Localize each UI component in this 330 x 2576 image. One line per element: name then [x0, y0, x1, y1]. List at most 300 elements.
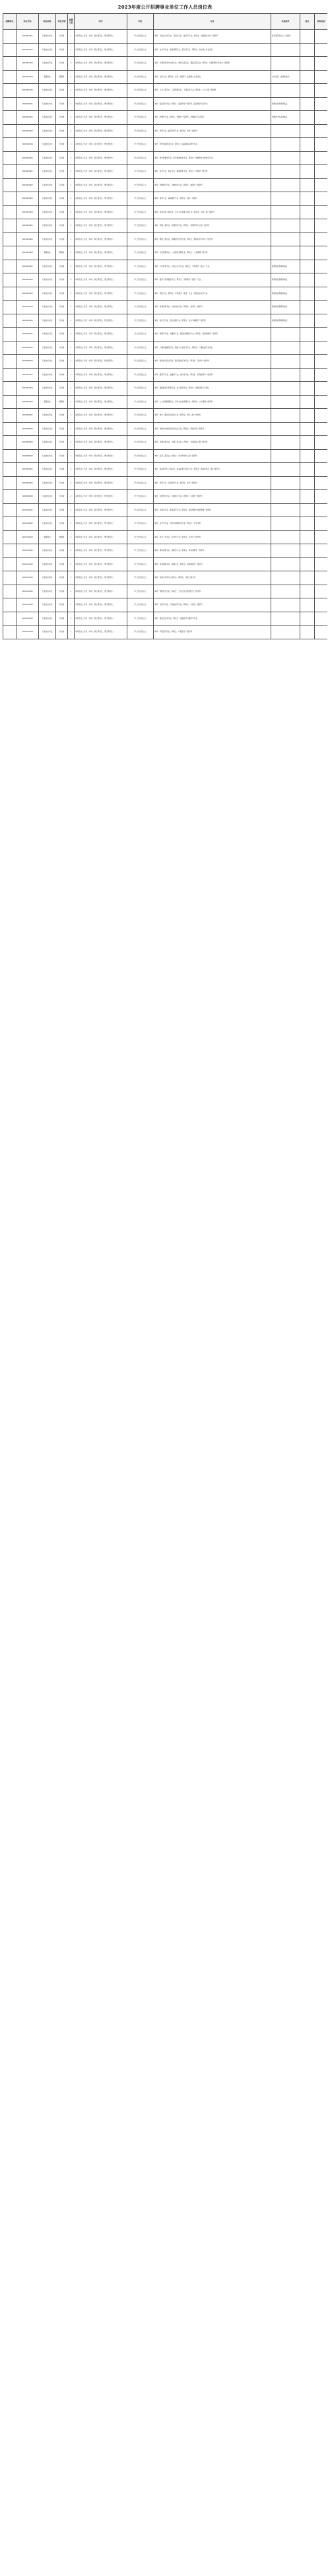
table-cell — [300, 355, 315, 369]
table-row — [3, 490, 328, 504]
table-cell — [300, 233, 315, 246]
table-cell — [3, 557, 16, 571]
column-header: 学历 — [75, 14, 127, 30]
table-cell: 2023005001 — [16, 260, 39, 273]
table-cell: 专业技术岗位 — [39, 314, 56, 328]
table-cell: 本科：土木工程专业、工程管理专业、工程造价专业；研究生：土木工程一级学科 — [154, 84, 271, 98]
table-cell: 本科及以上学历（本科、硕士研究生、博士研究生） — [75, 97, 127, 111]
table-cell: 2023008001 — [16, 409, 39, 423]
table-cell: 学士学位及以上 — [127, 382, 154, 396]
table-cell: 学士学位及以上 — [127, 246, 154, 260]
table-cell: 专技岗 — [56, 355, 68, 369]
table-cell — [300, 409, 315, 423]
table-cell: 本科：风景园林专业、园林专业；研究生：风景园林学一级学科 — [154, 557, 271, 571]
table-cell: 2023011003 — [16, 571, 39, 585]
table-cell: 学士学位及以上 — [127, 301, 154, 314]
table-cell: 1 — [68, 395, 75, 409]
table-cell: 1 — [68, 341, 75, 355]
table-cell: 专业技术岗位 — [39, 43, 56, 57]
table-cell: 本科：食品科学与工程专业、食品质量与安全专业；研究生：食品科学与工程一级学科 — [154, 463, 271, 477]
table-cell: 本科：安全工程专业；研究生：安全科学与工程一级学科 — [154, 449, 271, 463]
table-cell — [300, 503, 315, 517]
table-header-row — [3, 14, 328, 30]
table-cell: 本科：人力资源管理专业、劳动与社会保障专业；研究生：公共管理一级学科 — [154, 395, 271, 409]
table-cell — [271, 626, 300, 639]
table-cell — [3, 57, 16, 71]
table-cell: 本科：法学专业；研究生：法学一级学科、法律硕士专业学位 — [154, 70, 271, 84]
table-cell: 专技岗 — [56, 138, 68, 152]
table-cell: 专业技术岗位 — [39, 124, 56, 138]
table-cell: 本科：经济学专业、金融学专业、统计学专业；研究生：应用经济学一级学科 — [154, 368, 271, 382]
table-cell: 本科：测绘工程专业、地理信息科学专业；研究生：测绘科学与技术一级学科 — [154, 233, 271, 246]
table-cell: 本科及以上学历（本科、硕士研究生、博士研究生） — [75, 192, 127, 206]
table-cell — [300, 97, 315, 111]
table-cell: 学士学位及以上 — [127, 626, 154, 639]
table-cell: 1 — [68, 97, 75, 111]
table-cell: 本科：中医学专业、针灸推拿学专业；研究生：中医学一级学科 — [154, 598, 271, 612]
table-cell: 1 — [68, 571, 75, 585]
table-cell: 专业技术岗位 — [39, 463, 56, 477]
table-cell — [300, 260, 315, 273]
table-cell: 专技岗 — [56, 449, 68, 463]
table-row — [3, 246, 328, 260]
table-cell: 本科及以上学历（本科、硕士研究生、博士研究生） — [75, 341, 127, 355]
table-cell — [315, 503, 328, 517]
table-cell — [3, 598, 16, 612]
table-cell — [271, 544, 300, 558]
table-cell — [315, 612, 328, 626]
table-cell — [300, 612, 315, 626]
table-cell: 专技岗 — [56, 517, 68, 531]
table-cell — [315, 151, 328, 165]
table-cell: 专业技术岗位 — [39, 219, 56, 233]
table-row — [3, 395, 328, 409]
table-cell: 1 — [68, 449, 75, 463]
table-cell: 管理岗位 — [39, 246, 56, 260]
table-cell — [300, 544, 315, 558]
table-cell: 学士学位及以上 — [127, 571, 154, 585]
table-cell — [271, 490, 300, 504]
table-cell — [300, 57, 315, 71]
table-cell: 专技岗 — [56, 436, 68, 450]
table-cell: 1 — [68, 544, 75, 558]
table-cell: 本科及以上学历（本科、硕士研究生、博士研究生） — [75, 246, 127, 260]
table-cell: 学士学位及以上 — [127, 260, 154, 273]
table-cell: 专技岗 — [56, 503, 68, 517]
table-cell — [300, 273, 315, 287]
table-row — [3, 30, 328, 44]
table-cell: 本科及以上学历（本科、硕士研究生、博士研究生） — [75, 178, 127, 192]
table-cell: 专业技术岗位 — [39, 503, 56, 517]
table-row — [3, 124, 328, 138]
table-cell — [315, 57, 328, 71]
table-cell — [271, 530, 300, 544]
table-cell — [3, 219, 16, 233]
table-cell: 2023004003 — [16, 246, 39, 260]
table-cell: 1 — [68, 205, 75, 219]
table-cell: 本科：计算机科学与技术专业、软件工程专业、网络工程专业；研究生：计算机科学与技术一级学科 — [154, 57, 271, 71]
table-cell — [3, 97, 16, 111]
table-cell: 本科及以上学历（本科、硕士研究生、博士研究生） — [75, 557, 127, 571]
table-cell: 本科及以上学历（本科、硕士研究生、博士研究生） — [75, 626, 127, 639]
table-cell: 管理岗 — [56, 530, 68, 544]
table-cell: 本科及以上学历（本科、硕士研究生、博士研究生） — [75, 517, 127, 531]
table-row — [3, 138, 328, 152]
table-cell — [300, 571, 315, 585]
table-row — [3, 476, 328, 490]
table-row — [3, 219, 328, 233]
table-cell: 2023002002 — [16, 111, 39, 125]
table-cell — [300, 151, 315, 165]
table-cell: 2023011001 — [16, 544, 39, 558]
table-cell — [300, 301, 315, 314]
table-cell — [271, 165, 300, 179]
table-cell: 本科：汉语言文学专业、汉语言专业、秘书学专业；研究生：中国语言文学一级学科 — [154, 30, 271, 44]
table-cell: 1 — [68, 30, 75, 44]
table-row — [3, 355, 328, 369]
table-cell: 本科及以上学历（本科、硕士研究生、博士研究生） — [75, 409, 127, 423]
table-cell — [300, 165, 315, 179]
table-cell: 1 — [68, 165, 75, 179]
table-cell: 本科及以上学历（本科、硕士研究生、博士研究生） — [75, 287, 127, 301]
table-cell — [315, 43, 328, 57]
table-cell: 本科及以上学历（本科、硕士研究生、博士研究生） — [75, 233, 127, 246]
table-cell — [271, 355, 300, 369]
table-cell: 本科及以上学历（本科、硕士研究生、博士研究生） — [75, 530, 127, 544]
table-cell: 本科及以上学历（本科、硕士研究生、博士研究生） — [75, 301, 127, 314]
table-cell — [271, 449, 300, 463]
table-cell: 取得执业医师资格证 — [271, 97, 300, 111]
table-cell: 取得相应教师资格证 — [271, 260, 300, 273]
table-cell: 本科：给排水科学与工程专业；研究生：市政工程专业 — [154, 571, 271, 585]
table-cell — [300, 178, 315, 192]
table-cell — [271, 585, 300, 598]
table-cell: 学士学位及以上 — [127, 355, 154, 369]
table-cell: 1 — [68, 557, 75, 571]
table-cell: 2023008004 — [16, 449, 39, 463]
table-cell: 1 — [68, 124, 75, 138]
table-cell: 本科及以上学历（本科、硕士研究生、博士研究生） — [75, 571, 127, 585]
table-cell: 本科：口腔医学专业；研究生：口腔医学一级学科 — [154, 626, 271, 639]
table-cell: 本科及以上学历（本科、硕士研究生、博士研究生） — [75, 422, 127, 436]
table-cell: 学士学位及以上 — [127, 287, 154, 301]
table-cell — [271, 151, 300, 165]
table-cell: 管理岗 — [56, 246, 68, 260]
table-cell — [271, 382, 300, 396]
table-cell: 学士学位及以上 — [127, 463, 154, 477]
table-cell — [3, 260, 16, 273]
table-cell — [315, 70, 328, 84]
table-cell: 专技岗 — [56, 557, 68, 571]
table-cell: 本科：英语专业；研究生：学科教学（英语）专业、英语语言文学专业 — [154, 287, 271, 301]
table-cell: 本科及以上学历（本科、硕士研究生、博士研究生） — [75, 57, 127, 71]
table-cell: 本科及以上学历（本科、硕士研究生、博士研究生） — [75, 151, 127, 165]
table-cell: 2023008003 — [16, 436, 39, 450]
table-cell — [300, 557, 315, 571]
table-cell: 专业技术岗位 — [39, 368, 56, 382]
table-cell: 学士学位及以上 — [127, 395, 154, 409]
table-cell: 2023009003 — [16, 490, 39, 504]
table-cell: 专技岗 — [56, 301, 68, 314]
table-cell: 专业技术岗位 — [39, 382, 56, 396]
table-cell: 专技岗 — [56, 585, 68, 598]
table-cell: 本科及以上学历（本科、硕士研究生、博士研究生） — [75, 382, 127, 396]
table-cell — [271, 368, 300, 382]
table-cell — [300, 463, 315, 477]
table-cell — [300, 626, 315, 639]
table-cell — [315, 436, 328, 450]
table-cell — [3, 544, 16, 558]
table-cell — [315, 463, 328, 477]
table-cell: 专业技术岗位 — [39, 557, 56, 571]
table-cell: 2023012002 — [16, 598, 39, 612]
table-cell: 专业技术岗位 — [39, 476, 56, 490]
table-cell: 专业技术岗位 — [39, 97, 56, 111]
table-cell: 1 — [68, 612, 75, 626]
table-cell: 1 — [68, 178, 75, 192]
table-cell — [315, 178, 328, 192]
table-row — [3, 463, 328, 477]
table-cell — [3, 328, 16, 341]
table-cell — [3, 463, 16, 477]
table-cell: 学士学位及以上 — [127, 30, 154, 44]
table-cell: 学士学位及以上 — [127, 612, 154, 626]
column-header: 专业 — [154, 14, 271, 30]
table-cell — [3, 476, 16, 490]
table-cell — [300, 341, 315, 355]
column-header: 咨询电话 — [315, 14, 328, 30]
table-cell — [315, 192, 328, 206]
table-cell: 1 — [68, 409, 75, 423]
table-cell — [3, 395, 16, 409]
table-row — [3, 178, 328, 192]
table-row — [3, 70, 328, 84]
table-cell: 本科：历史学专业、文物与博物馆学专业；研究生：历史学类 — [154, 517, 271, 531]
table-cell: 专技岗 — [56, 205, 68, 219]
table-row — [3, 557, 328, 571]
table-cell: 本科：档案学专业、图书馆学专业；研究生：图书情报与档案管理一级学科 — [154, 503, 271, 517]
table-cell — [3, 490, 16, 504]
table-cell: 1 — [68, 246, 75, 260]
table-cell — [315, 246, 328, 260]
table-cell: 专业技术岗位 — [39, 598, 56, 612]
table-cell — [3, 43, 16, 57]
table-cell: 2023005002 — [16, 273, 39, 287]
table-cell: 取得相应教师资格证 — [271, 287, 300, 301]
table-cell — [271, 395, 300, 409]
table-cell: 2 — [68, 273, 75, 287]
table-cell — [271, 124, 300, 138]
table-cell — [271, 612, 300, 626]
table-cell: 专业技术岗位 — [39, 138, 56, 152]
column-header: 岗位代码 — [16, 14, 39, 30]
table-cell — [271, 422, 300, 436]
table-cell: 本科：农学专业、园艺专业、植物保护专业；研究生：作物学一级学科 — [154, 165, 271, 179]
table-cell — [300, 111, 315, 125]
table-cell — [300, 436, 315, 450]
table-cell — [271, 503, 300, 517]
table-cell: 2023007003 — [16, 395, 39, 409]
table-cell: 1 — [68, 84, 75, 98]
table-cell — [300, 328, 315, 341]
table-cell: 1 — [68, 490, 75, 504]
table-cell — [3, 571, 16, 585]
table-cell — [300, 219, 315, 233]
table-cell — [315, 165, 328, 179]
table-cell — [3, 30, 16, 44]
table-cell: 2023007001 — [16, 368, 39, 382]
table-cell: 2023005005 — [16, 314, 39, 328]
table-row — [3, 301, 328, 314]
table-cell — [271, 205, 300, 219]
table-cell — [300, 517, 315, 531]
table-cell — [3, 151, 16, 165]
table-cell: 专业技术岗位 — [39, 178, 56, 192]
table-cell: 本科及以上学历（本科、硕士研究生、博士研究生） — [75, 124, 127, 138]
table-cell — [3, 287, 16, 301]
table-cell: 专技岗 — [56, 314, 68, 328]
table-cell — [3, 368, 16, 382]
table-row — [3, 205, 328, 219]
table-cell — [3, 84, 16, 98]
table-cell: 专技岗 — [56, 151, 68, 165]
table-row — [3, 626, 328, 639]
table-cell — [3, 111, 16, 125]
table-cell — [3, 449, 16, 463]
table-cell: 学士学位及以上 — [127, 436, 154, 450]
table-cell — [300, 124, 315, 138]
table-cell — [271, 476, 300, 490]
table-cell: 专业技术岗位 — [39, 57, 56, 71]
table-body — [3, 30, 328, 639]
table-cell — [271, 557, 300, 571]
table-cell: 本科及以上学历（本科、硕士研究生、博士研究生） — [75, 585, 127, 598]
table-cell: 取得相应教师资格证 — [271, 301, 300, 314]
table-cell: 本科：交通运输专业、交通工程专业；研究生：交通运输工程一级学科 — [154, 436, 271, 450]
table-cell: 专技岗 — [56, 219, 68, 233]
table-row — [3, 84, 328, 98]
table-cell — [3, 138, 16, 152]
table-cell: 学士学位及以上 — [127, 97, 154, 111]
table-cell — [300, 395, 315, 409]
table-cell — [315, 233, 328, 246]
table-cell: 1 — [68, 626, 75, 639]
table-cell: 专技岗 — [56, 490, 68, 504]
table-cell: 1 — [68, 328, 75, 341]
table-cell: 2023007002 — [16, 382, 39, 396]
table-cell — [271, 341, 300, 355]
table-cell — [315, 449, 328, 463]
table-row — [3, 260, 328, 273]
table-cell: 专业技术岗位 — [39, 84, 56, 98]
table-cell: 2023001002 — [16, 43, 39, 57]
table-cell: 学士学位及以上 — [127, 585, 154, 598]
table-cell: 2023003001 — [16, 165, 39, 179]
table-cell: 中共党员（含预备党员） — [271, 70, 300, 84]
table-cell: 学士学位及以上 — [127, 530, 154, 544]
table-cell — [271, 328, 300, 341]
table-cell — [3, 124, 16, 138]
table-cell: 专技岗 — [56, 612, 68, 626]
table-cell — [3, 585, 16, 598]
table-cell: 专业技术岗位 — [39, 233, 56, 246]
table-cell: 管理岗 — [56, 70, 68, 84]
table-cell — [271, 192, 300, 206]
table-cell: 学士学位及以上 — [127, 273, 154, 287]
table-cell: 1 — [68, 151, 75, 165]
table-cell: 专业技术岗位 — [39, 273, 56, 287]
table-cell — [315, 368, 328, 382]
table-cell — [271, 409, 300, 423]
table-cell: 1 — [68, 530, 75, 544]
table-cell: 专技岗 — [56, 544, 68, 558]
table-cell: 1 — [68, 476, 75, 490]
table-row — [3, 517, 328, 531]
table-cell: 本科及以上学历（本科、硕士研究生、博士研究生） — [75, 205, 127, 219]
table-cell — [315, 571, 328, 585]
table-cell: 学士学位及以上 — [127, 544, 154, 558]
table-cell — [3, 301, 16, 314]
table-cell — [300, 84, 315, 98]
table-cell: 2023001001 — [16, 30, 39, 44]
table-cell: 2023012004 — [16, 626, 39, 639]
table-cell — [300, 314, 315, 328]
table-cell: 本科：会计学专业、财务管理专业、审计学专业；研究生：会计硕士专业学位 — [154, 43, 271, 57]
table-cell — [3, 70, 16, 84]
table-cell: 专技岗 — [56, 328, 68, 341]
table-cell: 专业技术岗位 — [39, 612, 56, 626]
table-cell: 本科及以上学历（本科、硕士研究生、博士研究生） — [75, 273, 127, 287]
table-cell: 专技岗 — [56, 571, 68, 585]
table-cell — [3, 178, 16, 192]
table-cell: 1 — [68, 436, 75, 450]
table-cell: 1 — [68, 598, 75, 612]
table-cell: 1 — [68, 70, 75, 84]
table-cell: 管理岗位 — [39, 395, 56, 409]
column-header: 备注 — [300, 14, 315, 30]
table-cell: 本科：行政管理专业、公共事业管理专业；研究生：公共管理一级学科 — [154, 246, 271, 260]
table-row — [3, 530, 328, 544]
table-cell: 学士学位及以上 — [127, 84, 154, 98]
table-row — [3, 598, 328, 612]
table-cell: 专业技术岗位 — [39, 585, 56, 598]
table-cell: 本科及以上学历（本科、硕士研究生、博士研究生） — [75, 165, 127, 179]
table-cell: 本科：动物医学专业、动物科学专业；研究生：兽医学一级学科 — [154, 178, 271, 192]
table-cell: 本科：视觉传达设计专业、数字媒体艺术专业；研究生：设计学一级学科 — [154, 355, 271, 369]
table-cell: 学士学位及以上 — [127, 341, 154, 355]
table-cell: 2023006003 — [16, 355, 39, 369]
table-cell: 管理岗 — [56, 395, 68, 409]
table-cell — [315, 273, 328, 287]
table-cell: 专技岗 — [56, 165, 68, 179]
table-cell: 2023010001 — [16, 503, 39, 517]
table-cell — [300, 138, 315, 152]
table-cell: 本科：林学专业、森林保护专业；研究生：林学一级学科 — [154, 192, 271, 206]
table-cell: 专技岗 — [56, 192, 68, 206]
table-cell: 专业技术岗位 — [39, 192, 56, 206]
table-cell: 学士学位及以上 — [127, 476, 154, 490]
table-cell — [315, 382, 328, 396]
table-cell: 1 — [68, 138, 75, 152]
table-cell: 专技岗 — [56, 476, 68, 490]
table-cell: 专技岗 — [56, 30, 68, 44]
table-cell: 本科：音乐学专业、音乐表演专业；研究生：音乐与舞蹈学一级学科 — [154, 314, 271, 328]
table-cell: 学士学位及以上 — [127, 165, 154, 179]
table-cell: 2023003004 — [16, 205, 39, 219]
table-row — [3, 449, 328, 463]
table-cell: 2023001004 — [16, 70, 39, 84]
table-cell: 专技岗 — [56, 287, 68, 301]
